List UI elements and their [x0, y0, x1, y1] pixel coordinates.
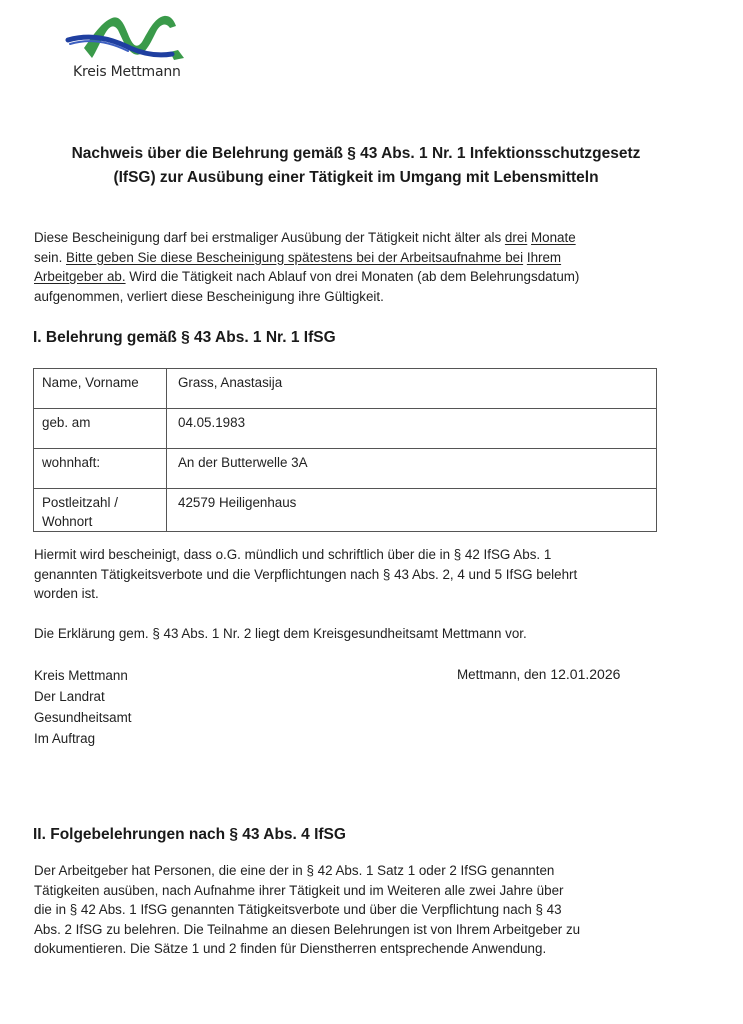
intro-underlined-text: Bitte geben Sie diese Bescheinigung spätestens bei der Arbeitsaufnahme bei: [66, 249, 524, 265]
followup-line: Tätigkeiten ausüben, nach Aufnahme ihrer Tätigkeit und im Weiteren alle zwei Jahre über: [34, 882, 564, 898]
intro-text: sein.: [34, 249, 67, 265]
certify-line-1: Hiermit wird bescheinigt, dass o.G. mündlich und schriftlich über die in § 42 IfSG Abs. 1: [34, 547, 552, 562]
table-row: [34, 489, 657, 532]
declaration-statement: [34, 624, 674, 644]
followup-line: Der Arbeitgeber hat Personen, die eine der in § 42 Abs. 1 Satz 1 oder 2 IfSG genannten: [34, 863, 555, 878]
intro-line-1: [34, 228, 674, 248]
row-label: [34, 489, 167, 532]
section-1-heading: I. Belehrung gemäß § 43 Abs. 1 Nr. 1 IfSG: [33, 329, 336, 346]
logo-text: Kreis Mettmann: [73, 64, 181, 80]
intro-paragraph: [34, 228, 674, 306]
row-label: wohnhaft:: [34, 449, 167, 489]
row-value-name: Grass, Anastasija: [167, 369, 657, 409]
table-row: [34, 449, 657, 489]
title-line-1: Nachweis über die Belehrung gemäß § 43 Abs. 1 Nr. 1 Infektionsschutzgesetz: [71, 145, 641, 162]
intro-line-2: [34, 248, 674, 268]
row-label: Name, Vorname: [34, 369, 167, 409]
followup-line: Abs. 2 IfSG zu belehren. Die Teilnahme an diesen Belehrungen ist von Ihrem Arbeitgeber zu: [34, 921, 581, 937]
table-row: [34, 409, 657, 449]
row-value-birthdate: 04.05.1983: [167, 409, 657, 449]
kreis-mettmann-logo: [60, 8, 200, 88]
followup-paragraph: [34, 861, 674, 959]
document-title: [20, 142, 692, 190]
certify-line-2: genannten Tätigkeitsverbote und die Verpflichtungen nach § 43 Abs. 2, 4 und 5 IfSG belehrt: [34, 566, 578, 582]
place-date: [457, 666, 620, 682]
intro-text: Wird die Tätigkeit nach Ablauf von drei Monaten (ab dem Belehrungsdatum): [125, 269, 580, 284]
title-line-2: (IfSG) zur Ausübung einer Tätigkeit im Umgang mit Lebensmitteln: [113, 169, 599, 186]
issuer-line: Im Auftrag: [34, 731, 96, 746]
row-value-city: 42579 Heiligenhaus: [167, 489, 657, 532]
table-row: [34, 369, 657, 409]
intro-underlined-text: Arbeitgeber ab.: [34, 269, 126, 284]
row-label-line-2: Wohnort: [42, 514, 93, 529]
certify-line-3: worden ist.: [34, 586, 99, 601]
intro-text: Diese Bescheinigung darf bei erstmaliger Ausübung der Tätigkeit nicht älter als: [34, 230, 505, 245]
row-label: geb. am: [34, 409, 167, 449]
issuer-block: [34, 665, 132, 749]
section-2-heading: II. Folgebelehrungen nach § 43 Abs. 4 IfSG: [33, 826, 346, 843]
row-label-line-1: Postleitzahl /: [42, 495, 118, 510]
intro-underlined-text: Ihrem: [526, 249, 562, 265]
row-value-address: An der Butterwelle 3A: [167, 449, 657, 489]
intro-underlined-text: drei: [504, 230, 528, 245]
intro-line-4: aufgenommen, verliert diese Bescheinigung ihre Gültigkeit.: [34, 288, 384, 304]
intro-underlined-text: Monate: [531, 230, 576, 245]
declaration-line: Die Erklärung gem. § 43 Abs. 1 Nr. 2 liegt dem Kreisgesundheitsamt Mettmann vor.: [34, 626, 527, 641]
intro-line-3: [34, 267, 674, 287]
followup-line: dokumentieren. Die Sätze 1 und 2 finden für Dienstherren entsprechende Anwendung.: [34, 941, 547, 956]
issuer-line: Der Landrat: [34, 689, 105, 704]
issuer-line: Gesundheitsamt: [34, 710, 132, 725]
followup-line: die in § 42 Abs. 1 IfSG genannten Tätigkeitsverbote und über die Verpflichtung nach § 43: [34, 902, 562, 917]
issuer-line: Kreis Mettmann: [34, 668, 128, 683]
issue-date: 12.01.2026: [550, 666, 621, 682]
certification-paragraph: [34, 545, 674, 604]
person-details-table: [33, 368, 657, 532]
place-label: Mettmann, den: [457, 667, 547, 682]
logo-mark-icon: [60, 8, 200, 68]
